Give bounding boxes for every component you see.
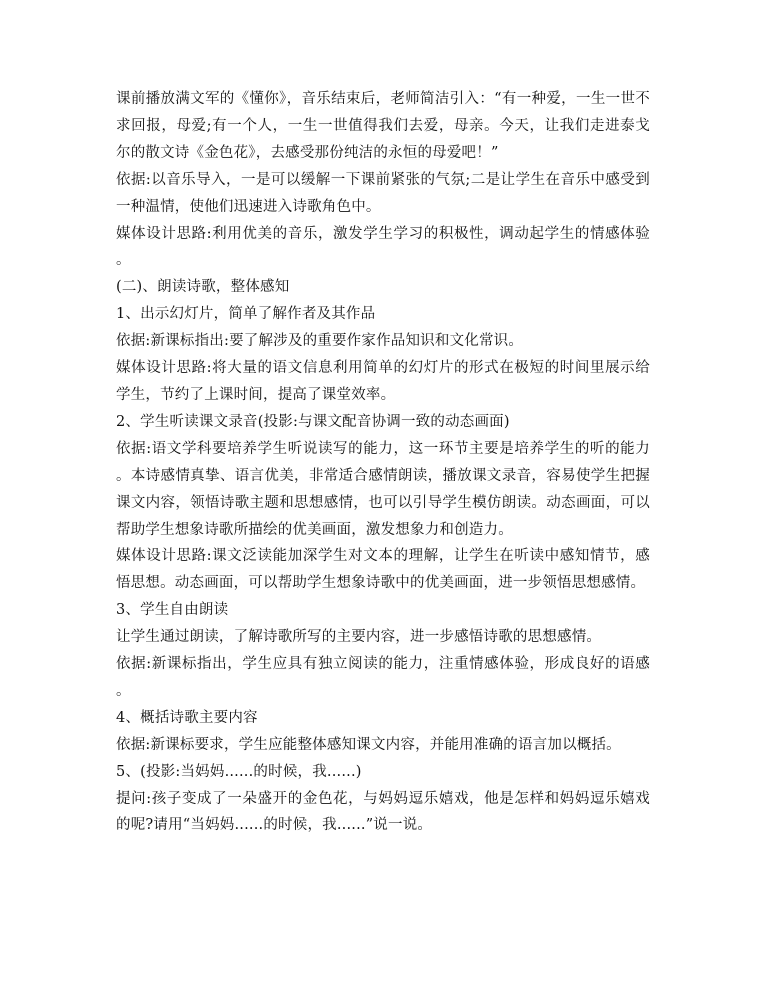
rationale-paragraph: 依据:新课标要求，学生应能整体感知课文内容，并能用准确的语言加以概括。	[116, 736, 621, 753]
step-heading: 5、(投影:当妈妈......的时候，我......)	[116, 763, 362, 780]
step-heading: 4、概括诗歌主要内容	[116, 709, 258, 726]
document-body	[116, 86, 650, 839]
media-design-paragraph: 媒体设计思路:课文泛读能加深学生对文本的理解，让学生在听读中感知情节，感悟思想。动态画面，可以帮助学生想象诗歌中的优美画面，进一步领悟思想感情。	[116, 548, 650, 592]
intro-paragraph: 课前播放满文军的《懂你》，音乐结束后，老师简洁引入：“有一种爱，一生一世不求回报，母爱;有一个人，一生一世值得我们去爱，母亲。今天，让我们走进泰戈尔的散文诗《金色花》，去感受那份纯洁的永恒的母爱吧！”	[116, 91, 650, 161]
rationale-paragraph: 依据:新课标指出:要了解涉及的重要作家作品知识和文化常识。	[116, 333, 524, 350]
body-paragraph: 让学生通过朗读，了解诗歌所写的主要内容，进一步感悟诗歌的思想感情。	[116, 629, 602, 646]
media-design-paragraph: 媒体设计思路:将大量的语文信息利用简单的幻灯片的形式在极短的时间里展示给学生，节约了上课时间，提高了课堂效率。	[116, 360, 650, 403]
rationale-paragraph: 依据:语文学科要培养学生听说读写的能力，这一环节主要是培养学生的听的能力。本诗感情真挚、语言优美，非常适合感情朗读，播放课文录音，容易使学生把握课文内容，领悟诗歌主题和思想感情，也可以引导学生模仿朗读。动态画面，可以帮助学生想象诗歌所描绘的优美画面，激发想象力和创造力。	[116, 440, 650, 538]
media-design-paragraph: 媒体设计思路:利用优美的音乐，激发学生学习的积极性，调动起学生的情感体验。	[116, 225, 650, 269]
question-paragraph: 提问:孩子变成了一朵盛开的金色花，与妈妈逗乐嬉戏，他是怎样和妈妈逗乐嬉戏的呢?请用“当妈妈......的时候，我......”说一说。	[116, 790, 650, 834]
rationale-paragraph: 依据:以音乐导入，一是可以缓解一下课前紧张的气氛;二是让学生在音乐中感受到一种温情，使他们迅速进入诗歌角色中。	[116, 171, 650, 215]
step-heading: 3、学生自由朗读	[116, 602, 229, 619]
step-heading: 2、学生听读课文录音(投影:与课文配音协调一致的动态画面)	[116, 413, 510, 430]
section-heading: (二)、朗读诗歌，整体感知	[116, 279, 290, 296]
rationale-paragraph: 依据:新课标指出，学生应具有独立阅读的能力，注重情感体验，形成良好的语感。	[116, 656, 650, 699]
step-heading: 1、出示幻灯片，简单了解作者及其作品	[116, 306, 376, 323]
